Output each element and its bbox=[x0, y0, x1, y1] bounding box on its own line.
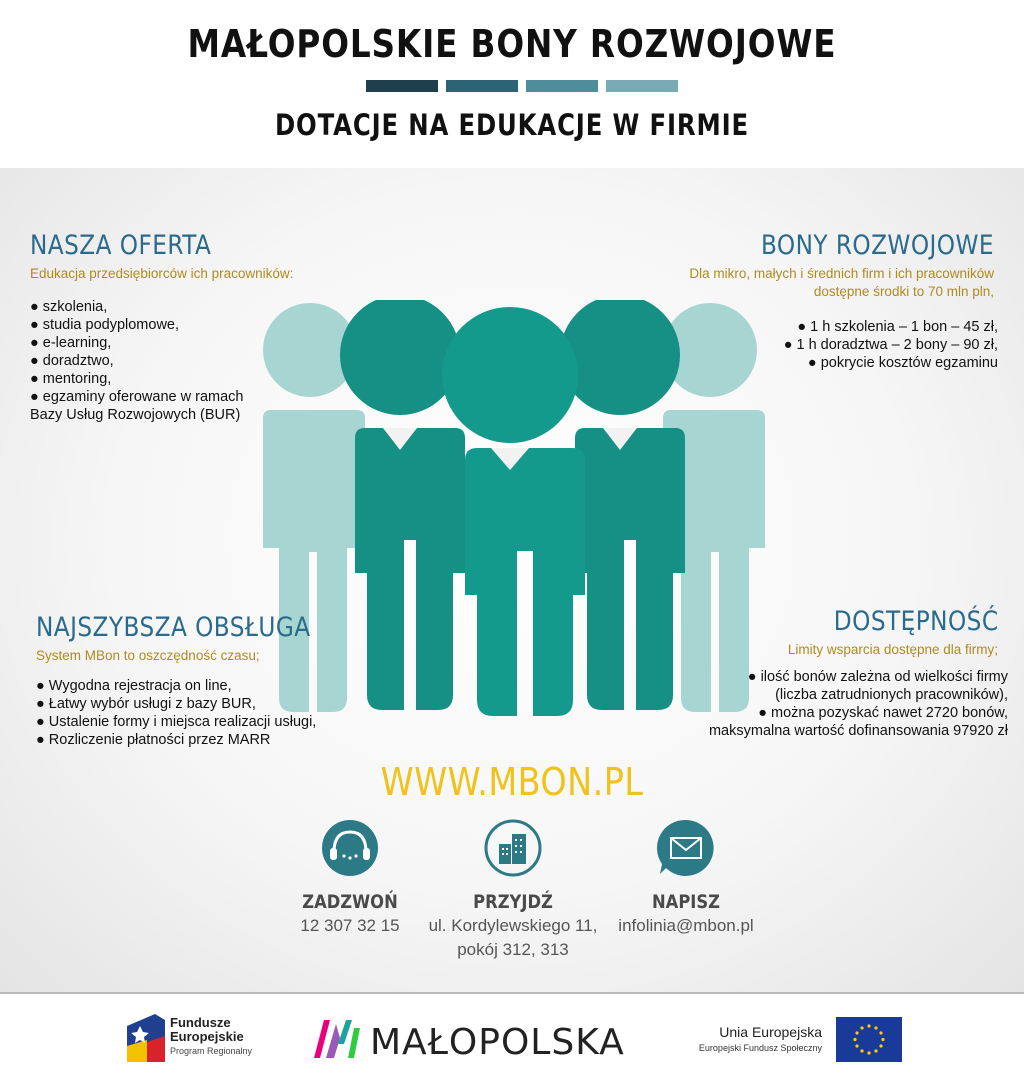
fundusze-europejskie-text bbox=[170, 1016, 252, 1058]
headset-icon bbox=[320, 818, 380, 878]
building-icon bbox=[483, 818, 543, 878]
contact-write-label: NAPISZ bbox=[652, 891, 720, 913]
dostepnosc-title: DOSTĘPNOŚĆ bbox=[833, 606, 998, 637]
contact-visit-label: PRZYJDŹ bbox=[473, 891, 553, 913]
list-item: ● pokrycie kosztów egzaminu bbox=[807, 355, 998, 371]
list-item: ● można pozyskać nawet 2720 bonów, bbox=[758, 705, 1008, 721]
oferta-subtitle: Edukacja przedsiębiorców ich pracowników: bbox=[30, 266, 294, 281]
main-title: MAŁOPOLSKIE BONY ROZWOJOWE bbox=[187, 22, 837, 66]
website-link[interactable]: WWW.MBON.PL bbox=[380, 760, 644, 804]
list-item: maksymalna wartość dofinansowania 97920 zł bbox=[708, 723, 1008, 739]
title-bar-3 bbox=[526, 80, 598, 92]
obsluga-subtitle: System MBon to oszczędność czasu; bbox=[36, 648, 260, 663]
list-item: ● Wygodna rejestracja on line, bbox=[36, 678, 232, 694]
envelope-icon bbox=[656, 818, 716, 878]
title-bar-4 bbox=[606, 80, 678, 92]
title-bars bbox=[366, 80, 678, 92]
contact-write bbox=[586, 818, 786, 937]
list-item: ● egzaminy oferowane w ramach bbox=[30, 389, 244, 405]
oferta-title: NASZA OFERTA bbox=[30, 230, 212, 261]
obsluga-title: NAJSZYBSZA OBSŁUGA bbox=[36, 612, 311, 643]
list-item: ● mentoring, bbox=[30, 371, 112, 387]
list-item: ● Rozliczenie płatności przez MARR bbox=[36, 732, 271, 748]
list-item: (liczba zatrudnionych pracowników), bbox=[775, 687, 1008, 703]
unia-europejska-text bbox=[660, 1024, 822, 1056]
fe-line1: Fundusze bbox=[170, 1015, 231, 1030]
fe-line3: Program Regionalny bbox=[170, 1046, 253, 1056]
contact-email[interactable]: infolinia@mbon.pl bbox=[618, 916, 754, 935]
contact-visit bbox=[413, 818, 613, 961]
header bbox=[0, 0, 1024, 168]
fe-line2: Europejskie bbox=[170, 1029, 244, 1044]
people-group-illustration bbox=[255, 300, 765, 730]
list-item: ● Ustalenie formy i miejsca realizacji usługi, bbox=[36, 714, 317, 730]
list-item: ● ilość bonów zależna od wielkości firmy bbox=[747, 669, 1008, 685]
obsluga-list bbox=[36, 677, 316, 749]
bony-title: BONY ROZWOJOWE bbox=[760, 230, 994, 261]
bony-subtitle-1: Dla mikro, małych i średnich firm i ich pracowników bbox=[689, 266, 994, 281]
list-item: ● e-learning, bbox=[30, 335, 112, 351]
oferta-list bbox=[30, 298, 243, 424]
list-item: ● doradztwo, bbox=[30, 353, 114, 369]
dostepnosc-list bbox=[709, 668, 1008, 740]
contact-phone[interactable]: 12 307 32 15 bbox=[300, 916, 400, 935]
ue-line1: Unia Europejska bbox=[719, 1024, 822, 1040]
list-item: ● 1 h doradztwa – 2 bony – 90 zł, bbox=[783, 337, 998, 353]
title-bar-2 bbox=[446, 80, 518, 92]
bony-subtitle-2: dostępne środki to 70 mln pln, bbox=[813, 284, 994, 299]
list-item: Bazy Usług Rozwojowych (BUR) bbox=[30, 407, 241, 423]
malopolska-logo bbox=[310, 1014, 362, 1062]
bony-list bbox=[784, 318, 998, 372]
contact-address-line1: ul. Kordylewskiego 11, bbox=[428, 916, 598, 935]
malopolska-text: MAŁOPOLSKA bbox=[370, 1022, 625, 1063]
fundusze-europejskie-logo bbox=[125, 1012, 167, 1064]
list-item: ● Łatwy wybór usługi z bazy BUR, bbox=[36, 696, 256, 712]
list-item: ● 1 h szkolenia – 1 bon – 45 zł, bbox=[797, 319, 998, 335]
sub-title: DOTACJE NA EDUKACJE W FIRMIE bbox=[274, 108, 749, 142]
title-bar-1 bbox=[366, 80, 438, 92]
contact-call-label: ZADZWOŃ bbox=[302, 891, 398, 913]
list-item: ● studia podyplomowe, bbox=[30, 317, 180, 333]
ue-line2: Europejski Fundusz Społeczny bbox=[698, 1043, 822, 1053]
dostepnosc-subtitle: Limity wsparcia dostępne dla firmy; bbox=[787, 642, 998, 657]
contact-address-line2: pokój 312, 313 bbox=[457, 940, 569, 959]
list-item: ● szkolenia, bbox=[30, 299, 108, 315]
eu-flag-icon bbox=[836, 1017, 902, 1062]
